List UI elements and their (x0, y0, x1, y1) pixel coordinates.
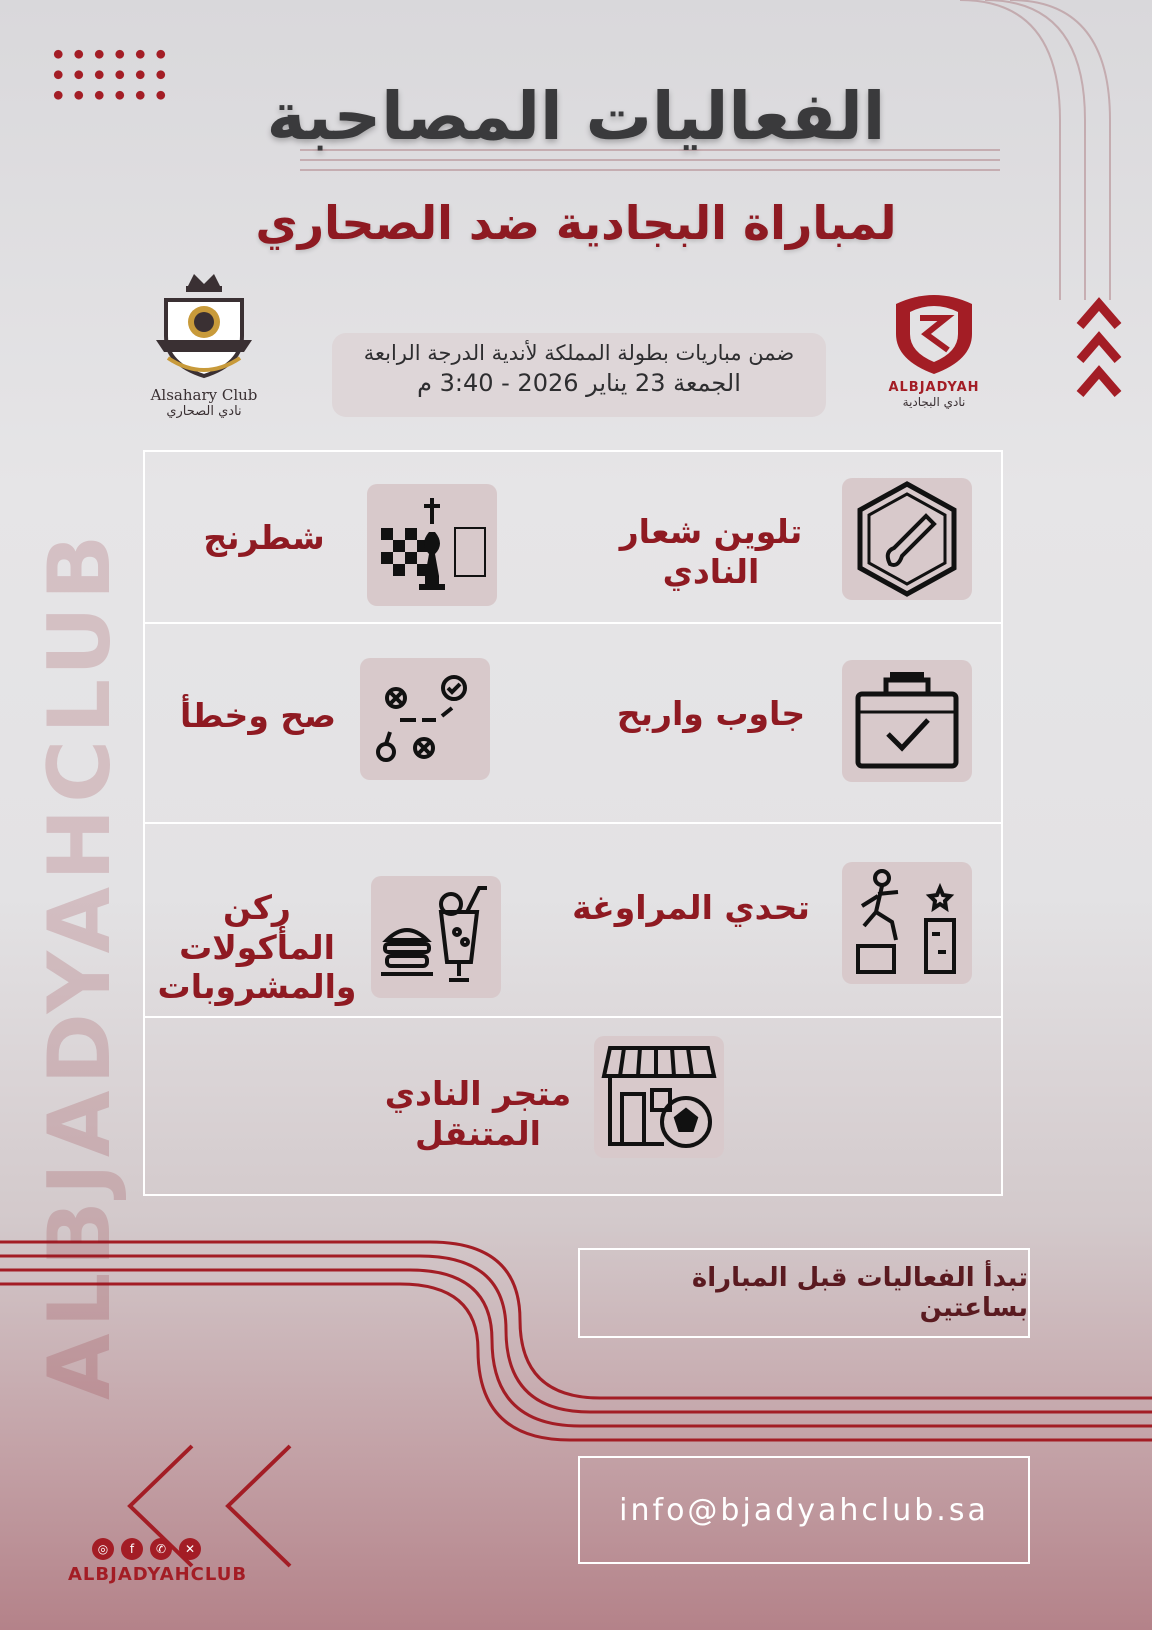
activity-tile-true-false (360, 658, 490, 780)
x-icon[interactable]: ✕ (179, 1538, 201, 1560)
grid-divider (143, 822, 1003, 824)
match-info-line1: ضمن مباريات بطولة المملكة لأندية الدرجة الرابعة (363, 341, 795, 365)
activity-label: تحدي المراوغة (572, 888, 810, 927)
whatsapp-icon[interactable]: ✆ (150, 1538, 172, 1560)
instagram-icon[interactable]: ◎ (92, 1538, 114, 1560)
activity-tile-answer-win (842, 660, 972, 782)
vertical-brand-watermark: ALBJADYAHCLUB (30, 528, 130, 1400)
activity-tile-logo-coloring (842, 478, 972, 600)
chess-king-icon (367, 484, 497, 606)
alsahary-crest-icon (148, 272, 260, 382)
paint-brush-hexagon-icon (842, 478, 972, 600)
chevron-up-decoration-icon (1076, 296, 1122, 408)
albjadyah-club-logo (884, 290, 984, 409)
alsahary-club-logo (148, 272, 260, 419)
match-info-line2: الجمعة 23 يناير 2026 - 3:40 م (417, 369, 741, 397)
briefcase-check-icon (842, 660, 972, 782)
strategy-path-icon (360, 658, 490, 780)
page-subtitle: لمباراة البجادية ضد الصحاري (255, 196, 897, 250)
albjadyah-shield-icon (884, 290, 984, 376)
social-icons (92, 1538, 201, 1560)
right-club-name-ar: نادي البجادية (902, 395, 966, 409)
food-drink-icon (371, 876, 501, 998)
activity-label: ركن المأكولات والمشروبات (157, 888, 357, 1007)
activity-label: جاوب واربح (616, 694, 806, 733)
store-ball-icon (594, 1036, 724, 1158)
left-club-name-ar: نادي الصحاري (166, 404, 242, 419)
start-time-note: تبدأ الفعاليات قبل المباراة بساعتين (578, 1248, 1030, 1338)
activity-tile-club-store (594, 1036, 724, 1158)
climbing-challenge-icon (842, 862, 972, 984)
page-title: الفعاليات المصاحبة (266, 78, 886, 155)
activity-label: شطرنج (203, 518, 325, 557)
activity-label: متجر النادي المتنقل (384, 1074, 572, 1153)
activity-tile-dribbling (842, 862, 972, 984)
activity-tile-chess (367, 484, 497, 606)
email-link[interactable]: info@bjadyahclub.sa (578, 1456, 1030, 1564)
activity-label: صح وخطأ (180, 696, 336, 735)
right-club-name-en: ALBJADYAH (888, 380, 980, 395)
match-info-box (332, 333, 826, 417)
grid-divider (143, 622, 1003, 624)
left-club-name-en: Alsahary Club (150, 386, 258, 404)
activity-tile-food-drinks (371, 876, 501, 998)
activity-label: تلوين شعار النادي (619, 512, 803, 591)
social-handle: ALBJADYAHCLUB (68, 1564, 248, 1585)
facebook-icon[interactable]: f (121, 1538, 143, 1560)
grid-divider (143, 1016, 1003, 1018)
